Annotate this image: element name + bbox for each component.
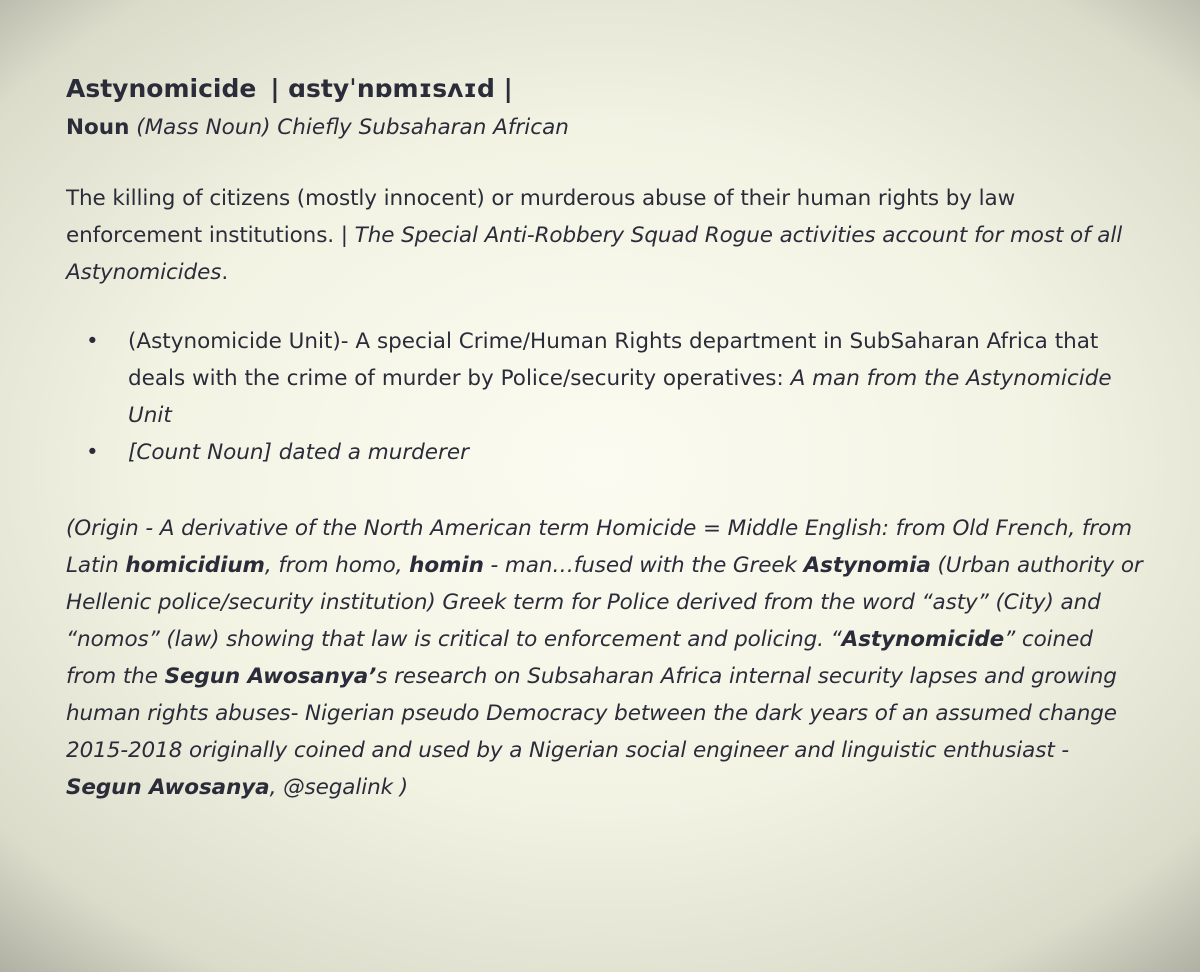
grammar-note: (Mass Noun) Chiefly Subsaharan African <box>136 115 569 140</box>
origin-term: homin <box>409 553 484 578</box>
origin-term: Astynomicide <box>841 627 1005 652</box>
definition <box>66 180 1146 291</box>
origin-author: Segun Awosanya <box>66 775 270 800</box>
origin-term: Astynomia <box>803 553 931 578</box>
origin-term: homicidium <box>125 553 265 578</box>
dictionary-entry <box>66 70 1146 806</box>
origin-text: , from homo, <box>264 553 410 578</box>
origin-text: ” coined from the <box>66 627 1093 689</box>
list-item <box>66 434 1146 471</box>
bullet-icon: • <box>86 329 99 354</box>
sense-example: [Count Noun] dated a murderer <box>128 440 469 465</box>
definition-example: The Special Anti-Robbery Squad Rogue activities account for most of all Astynomicides <box>66 223 1123 285</box>
list-item <box>66 323 1146 434</box>
sense-text: (Astynomicide Unit)- A special Crime/Human Rights department in SubSaharan Africa that deals with the crime of murder by Police/security operatives: <box>128 329 1099 391</box>
bullet-icon: • <box>86 440 99 465</box>
etymology <box>66 510 1146 806</box>
origin-text: (Origin - A derivative of the North American term Homicide = Middle English: from Old French, from Latin <box>66 516 1132 578</box>
pronunciation: | ɑstyˈnɒmɪsʌɪd | <box>270 74 513 103</box>
headword: Astynomicide <box>66 74 257 103</box>
part-of-speech-line <box>66 110 1146 146</box>
origin-text: s research on Subsaharan Africa internal security lapses and growing human rights abuses- Nigerian pseudo Democracy between the dark years of an assumed change 2015-2018 originally coined and used by a Nigerian social engineer and linguistic enthusiast - <box>66 664 1117 763</box>
sense-list <box>66 323 1146 471</box>
origin-text: - man…fused with the Greek <box>483 553 804 578</box>
origin-text: , @segalink ) <box>269 775 408 800</box>
definition-end: . <box>221 260 229 285</box>
part-of-speech: Noun <box>66 115 130 140</box>
origin-author: Segun Awosanya’ <box>164 664 377 689</box>
origin-text: (Urban authority or Hellenic police/security institution) Greek term for Police derived from the word “asty” (City) and “nomos” (law) showing that law is critical to enforcement and policing. “ <box>66 553 1143 652</box>
sense-example: A man from the Astynomicide Unit <box>128 366 1112 428</box>
headword-line <box>66 70 1146 108</box>
definition-text: The killing of citizens (mostly innocent) or murderous abuse of their human rights by law enforcement institutions. | <box>66 186 1016 248</box>
